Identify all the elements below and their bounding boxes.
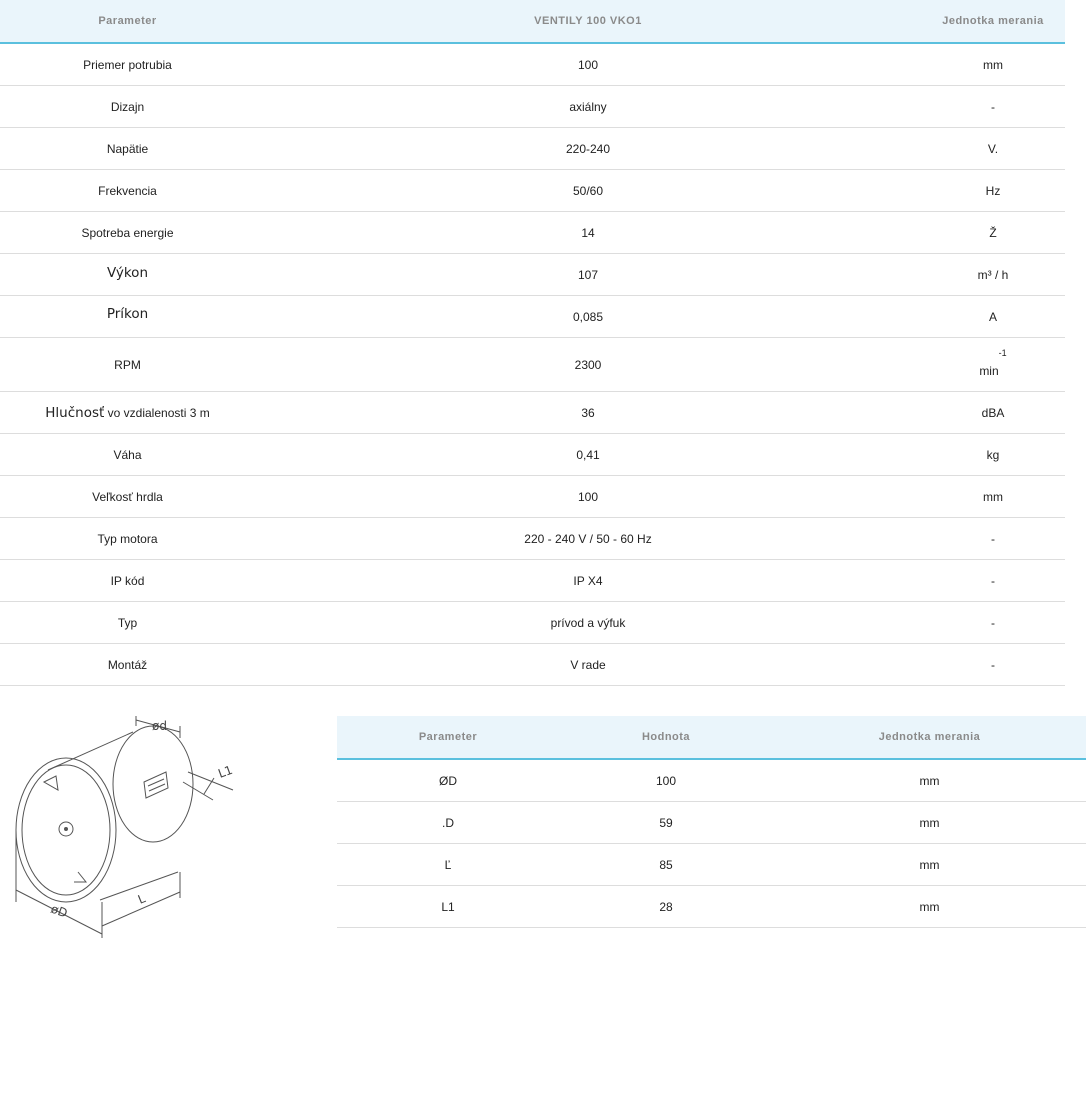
fan-blade	[44, 776, 58, 790]
table-row	[0, 254, 1065, 296]
unit-cell: -	[921, 602, 1065, 644]
param-text: Hlučnosť	[45, 404, 105, 421]
value-cell: 36	[255, 392, 921, 434]
value-cell: axiálny	[255, 86, 921, 128]
unit-cell: mm	[921, 476, 1065, 518]
value-cell: 107	[255, 254, 921, 296]
table-row	[0, 296, 1065, 338]
table-row	[337, 844, 1086, 886]
dim-header-unit: Jednotka merania	[773, 716, 1086, 759]
unit-cell: -	[921, 560, 1065, 602]
param-cell: Montáž	[0, 644, 255, 686]
table-row	[0, 434, 1065, 476]
value-cell: 100	[559, 759, 773, 802]
unit-cell: V.	[921, 128, 1065, 170]
param-cell: Spotreba energie	[0, 212, 255, 254]
table-row	[0, 128, 1065, 170]
unit-cell: kg	[921, 434, 1065, 476]
label-l: L	[135, 891, 148, 907]
unit-cell	[921, 338, 1065, 392]
label-l1: L1	[216, 762, 235, 781]
param-cell: Váha	[0, 434, 255, 476]
unit-cell: mm	[921, 43, 1065, 86]
unit-cell: -	[921, 86, 1065, 128]
param-cell: .D	[337, 802, 559, 844]
table-row	[0, 338, 1065, 392]
dim-line-oD	[16, 830, 102, 938]
value-cell: 14	[255, 212, 921, 254]
unit-cell: mm	[773, 802, 1086, 844]
value-cell: 59	[559, 802, 773, 844]
value-cell: 50/60	[255, 170, 921, 212]
unit-superscript: -1	[998, 347, 1007, 358]
table-row	[0, 170, 1065, 212]
dim-header-parameter: Parameter	[337, 716, 559, 759]
param-cell: L1	[337, 886, 559, 928]
table-row	[0, 43, 1065, 86]
unit-text: min	[979, 363, 999, 378]
param-cell: ØD	[337, 759, 559, 802]
value-cell: 28	[559, 886, 773, 928]
unit-cell: Hz	[921, 170, 1065, 212]
spec-header-row	[0, 0, 1065, 43]
table-row	[0, 602, 1065, 644]
table-row	[337, 759, 1086, 802]
unit-cell: A	[921, 296, 1065, 338]
value-cell: 2300	[255, 338, 921, 392]
table-row	[337, 802, 1086, 844]
fan-cable-box	[144, 772, 168, 798]
value-cell: prívod a výfuk	[255, 602, 921, 644]
param-cell: IP kód	[0, 560, 255, 602]
dim-header-row	[337, 716, 1086, 759]
label-oD: øD	[48, 901, 70, 921]
param-cell: Typ	[0, 602, 255, 644]
table-row	[0, 644, 1065, 686]
param-text: Výkon	[106, 264, 148, 281]
fan-dimension-drawing	[8, 712, 248, 944]
table-row	[337, 886, 1086, 928]
value-cell: 100	[255, 43, 921, 86]
table-row	[0, 212, 1065, 254]
value-cell: V rade	[255, 644, 921, 686]
value-cell: 220-240	[255, 128, 921, 170]
param-cell: Ľ	[337, 844, 559, 886]
fan-blade	[74, 872, 86, 882]
param-cell: RPM	[0, 338, 255, 392]
value-cell: IP X4	[255, 560, 921, 602]
value-cell: 220 - 240 V / 50 - 60 Hz	[255, 518, 921, 560]
param-cell	[0, 254, 255, 296]
param-cell: Priemer potrubia	[0, 43, 255, 86]
spec-header-unit: Jednotka merania	[921, 0, 1065, 43]
param-cell: Typ motora	[0, 518, 255, 560]
table-row	[0, 392, 1065, 434]
param-cell: Frekvencia	[0, 170, 255, 212]
label-od: ød	[152, 719, 167, 733]
spec-header-parameter: Parameter	[0, 0, 255, 43]
unit-cell: mm	[773, 759, 1086, 802]
unit-cell: -	[921, 518, 1065, 560]
param-note: vo vzdialenosti 3 m	[107, 405, 210, 420]
table-row	[0, 518, 1065, 560]
unit-cell: -	[921, 644, 1065, 686]
param-cell	[0, 392, 255, 434]
unit-cell: Ž	[921, 212, 1065, 254]
unit-cell: m³ / h	[921, 254, 1065, 296]
dim-header-value: Hodnota	[559, 716, 773, 759]
param-cell	[0, 296, 255, 338]
dimension-table	[337, 716, 1086, 928]
table-row	[0, 476, 1065, 518]
table-row	[0, 86, 1065, 128]
param-cell: Napätie	[0, 128, 255, 170]
value-cell: 100	[255, 476, 921, 518]
spec-header-model: VENTILY 100 VKO1	[255, 0, 921, 43]
unit-cell: mm	[773, 844, 1086, 886]
value-cell: 0,41	[255, 434, 921, 476]
unit-cell: dBA	[921, 392, 1065, 434]
value-cell: 0,085	[255, 296, 921, 338]
table-row	[0, 560, 1065, 602]
value-cell: 85	[559, 844, 773, 886]
param-text: Príkon	[106, 305, 149, 322]
param-cell: Dizajn	[0, 86, 255, 128]
unit-cell: mm	[773, 886, 1086, 928]
param-cell: Veľkosť hrdla	[0, 476, 255, 518]
